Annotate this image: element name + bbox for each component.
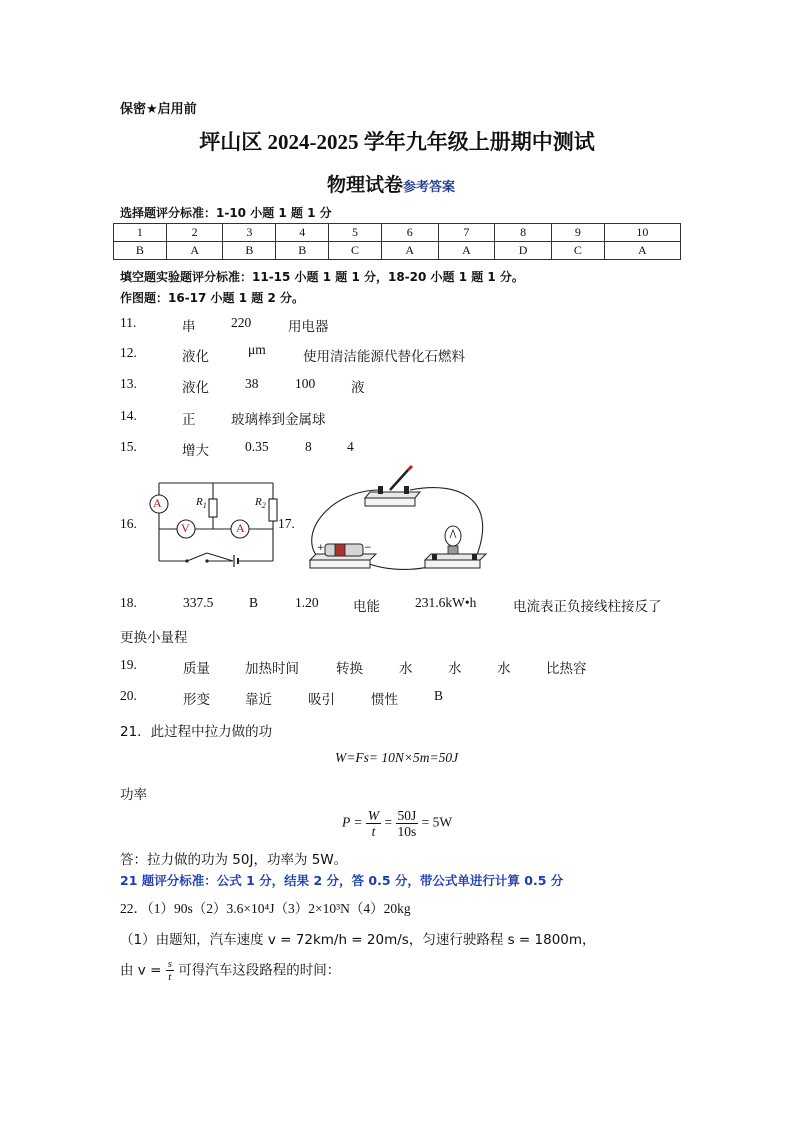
answer-item: 惯性 [371, 692, 398, 708]
answer-tag: 参考答案 [403, 180, 456, 195]
answer-item: 加热时间 [245, 661, 299, 677]
page-title: 坪山区 2024-2025 学年九年级上册期中测试 [199, 130, 595, 154]
answer-item: 使用清洁能源代替化石燃料 [303, 349, 465, 365]
table-cell: A [381, 242, 438, 260]
svg-text:+: + [317, 543, 325, 553]
table-cell: 6 [381, 224, 438, 242]
table-cell: C [329, 242, 382, 260]
answer-row-18 [120, 595, 720, 615]
answer-item: 增大 [182, 443, 209, 459]
answer-item: 形变 [183, 692, 210, 708]
equation-rhs: = 5W [421, 814, 453, 830]
question-number: 20. [120, 688, 137, 703]
answer-item: 吸引 [308, 692, 335, 708]
resistor-symbol: R [196, 496, 203, 508]
table-row-numbers [114, 224, 681, 242]
ammeter-label: A [153, 496, 162, 510]
table-cell: 9 [551, 224, 604, 242]
q21-power-label: 功率 [120, 787, 147, 803]
fraction-denominator: t [371, 824, 376, 839]
table-cell: 4 [276, 224, 329, 242]
voltmeter-label: V [181, 521, 190, 535]
answer-item: 38 [245, 376, 259, 391]
fraction-numerator: 50J [397, 808, 417, 823]
choice-answer-table [113, 223, 681, 260]
table-cell: 5 [329, 224, 382, 242]
fraction-w-over-t [366, 808, 381, 839]
drawing-standard: 作图题：16-17 小题 1 题 2 分。 [120, 291, 304, 305]
resistor-r1-label [196, 496, 207, 510]
table-cell: 10 [604, 224, 680, 242]
answer-item: 串 [182, 319, 196, 335]
answer-item: 液化 [182, 349, 209, 365]
answer-item: 8 [305, 439, 312, 454]
answer-18-continued: 更换小量程 [120, 630, 188, 646]
fraction-denominator: t [168, 971, 172, 983]
page-subtitle: 物理试卷 [327, 175, 404, 196]
circuit-diagram-16 [145, 475, 285, 575]
answer-item: 4 [347, 439, 354, 454]
question-number: 18. [120, 595, 137, 610]
q22-summary: 22．（1）90s（2）3.6×10⁴J（3）2×10³N（4）20kg [120, 901, 411, 916]
svg-text:−: − [364, 543, 372, 553]
confidential-label: 保密★启用前 [120, 102, 197, 117]
table-cell: 2 [166, 224, 223, 242]
q22-part1-formula [120, 958, 340, 983]
resistor-symbol: R [255, 496, 262, 508]
q21-power-equation [342, 808, 452, 839]
fraction-numerator: W [367, 808, 380, 823]
question-number: 13. [120, 376, 137, 391]
table-cell: 1 [114, 224, 167, 242]
answer-item: 比热容 [546, 661, 587, 677]
equation-lhs: P = [342, 814, 363, 830]
resistor-subscript: 2 [261, 501, 266, 511]
physical-circuit-17 [300, 460, 500, 580]
table-cell: B [114, 242, 167, 260]
q21-intro: 21．此过程中拉力做的功 [120, 724, 273, 740]
answer-item: 玻璃棒到金属球 [231, 412, 326, 428]
answer-item: 电能 [353, 599, 380, 615]
answer-item: 液 [351, 380, 365, 396]
table-cell: 7 [438, 224, 495, 242]
answer-item: B [249, 595, 259, 610]
question-number: 11. [120, 315, 137, 330]
q22-part1-given: （1）由题知，汽车速度 v = 72km/h = 20m/s，匀速行驶路程 s = 1800m， [120, 932, 596, 948]
fraction-numerator: s [167, 958, 172, 970]
q21-answer: 答：拉力做的功为 50J，功率为 5W。 [120, 852, 348, 868]
q21-work-equation: W=Fs= 10N×5m=50J [335, 750, 459, 765]
ammeter-label-2: A [236, 521, 245, 535]
q21-scoring-standard: 21 题评分标准：公式 1 分，结果 2 分，答 0.5 分，带公式单进行计算 0.5 分 [120, 873, 564, 888]
answer-item: 液化 [182, 380, 209, 396]
choice-standard: 选择题评分标准：1-10 小题 1 题 1 分 [120, 206, 332, 220]
answer-item: 337.5 [183, 595, 214, 610]
resistor-r2-label [255, 496, 266, 510]
answer-item: 220 [231, 315, 252, 330]
fraction-denominator: 10s [397, 824, 417, 839]
fraction-s-over-t [166, 958, 174, 983]
answer-row-20 [120, 688, 720, 708]
answer-item: 电流表正负接线柱接反了 [513, 599, 662, 615]
table-cell: A [166, 242, 223, 260]
answer-item: 1.20 [295, 595, 319, 610]
answer-item: 质量 [183, 661, 210, 677]
answer-item: 正 [182, 412, 196, 428]
table-cell: 3 [223, 224, 276, 242]
question-number: 15. [120, 439, 137, 454]
subtitle-block [327, 170, 455, 197]
fill-standard: 填空题实验题评分标准：11-15 小题 1 题 1 分，18-20 小题 1 题 1 分。 [120, 270, 524, 284]
table-cell: A [438, 242, 495, 260]
answer-item: B [434, 688, 444, 703]
equals-sign: = [384, 814, 393, 830]
table-cell: B [276, 242, 329, 260]
question-number-17: 17. [278, 516, 295, 531]
answer-item: 231.6kW•h [415, 595, 477, 610]
answer-item: 水 [448, 661, 462, 677]
answer-item: 水 [399, 661, 413, 677]
answer-item: 0.35 [245, 439, 269, 454]
table-cell: 8 [495, 224, 552, 242]
answer-row-19 [120, 657, 720, 677]
answer-item: 靠近 [245, 692, 272, 708]
answer-item: 水 [497, 661, 511, 677]
question-number: 12. [120, 345, 137, 360]
answer-item: μm [248, 342, 266, 357]
formula-suffix: 可得汽车这段路程的时间： [178, 962, 341, 979]
answer-item: 用电器 [288, 319, 329, 335]
question-number: 19. [120, 657, 137, 672]
table-cell: C [551, 242, 604, 260]
table-row-answers [114, 242, 681, 260]
question-number-16: 16. [120, 516, 137, 531]
fraction-values [396, 808, 419, 839]
table-cell: D [495, 242, 552, 260]
resistor-subscript: 1 [202, 501, 207, 511]
answer-item: 100 [295, 376, 316, 391]
answer-item: 转换 [336, 661, 363, 677]
table-cell: B [223, 242, 276, 260]
table-cell: A [604, 242, 680, 260]
question-number: 14. [120, 408, 137, 423]
formula-prefix: 由 v = [120, 962, 162, 979]
